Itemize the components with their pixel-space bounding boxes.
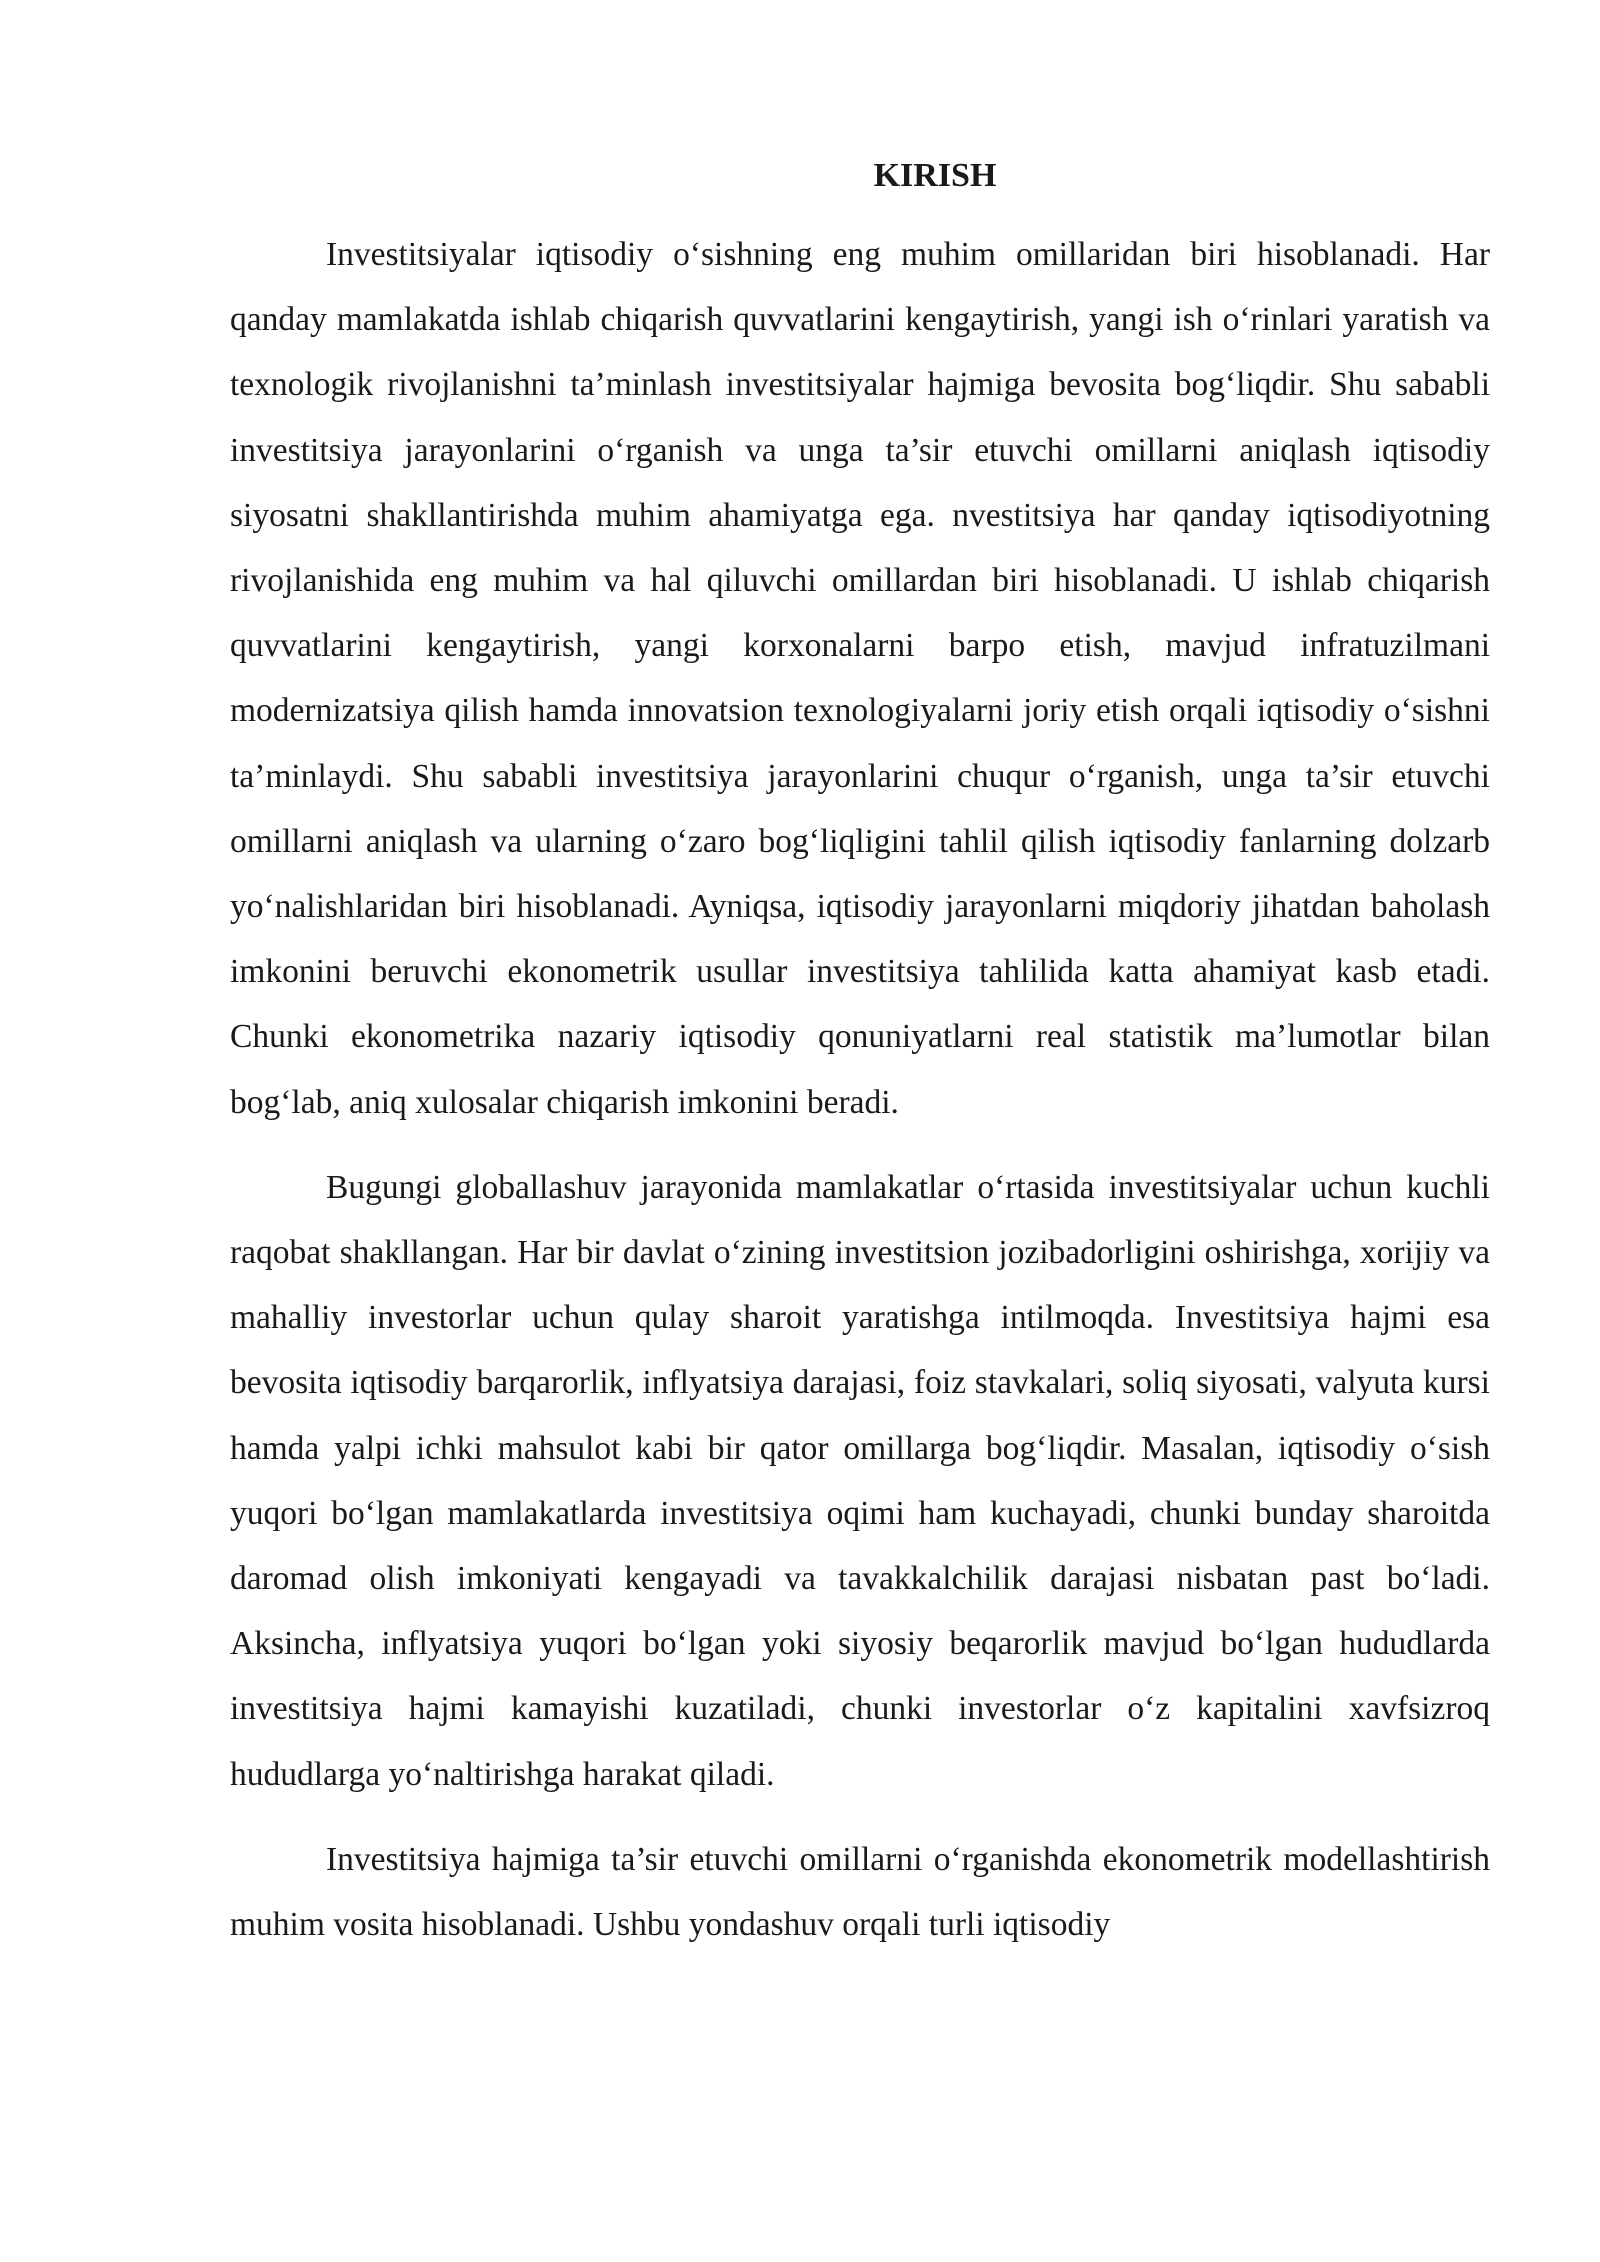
document-body [230, 150, 1490, 1977]
page-title: KIRISH [873, 157, 997, 194]
paragraph-3: Investitsiya hajmiga ta’sir etuvchi omillarni o‘rganishda ekonometrik modellashtirish muhim vosita hisoblanadi. Ushbu yondashuv orqali turli iqtisodiy [230, 1840, 1490, 1944]
paragraph-1: Investitsiyalar iqtisodiy o‘sishning eng muhim omillaridan biri hisoblanadi. Har qanday mamlakatda ishlab chiqarish quvvatlarini kengaytirish, yangi ish o‘rinlari yaratish va texnologik rivojlanishni ta’minlash investitsiyalar hajmiga bevosita bog‘liqdir. Shu sababli investitsiya jarayonlarini o‘rganish va unga ta’sir etuvchi omillarni aniqlash iqtisodiy siyosatni shakllantirishda muhim ahamiyatga ega. nvestitsiya har qanday iqtisodiyotning rivojlanishida eng muhim va hal qiluvchi omillardan biri hisoblanadi. U ishlab chiqarish quvvatlarini kengaytirish, yangi korxonalarni barpo etish, mavjud infratuzilmani modernizatsiya qilish hamda innovatsion texnologiyalarni joriy etish orqali iqtisodiy o‘sishni ta’minlaydi. Shu sababli investitsiya jarayonlarini chuqur o‘rganish, unga ta’sir etuvchi omillarni aniqlash va ularning o‘zaro bog‘liqligini tahlil qilish iqtisodiy fanlarning dolzarb yo‘nalishlaridan biri hisoblanadi. Ayniqsa, iqtisodiy jarayonlarni miqdoriy jihatdan baholash imkonini beruvchi ekonometrik usullar investitsiya tahlilida katta ahamiyat kasb etadi. Chunki ekonometrika nazariy iqtisodiy qonuniyatlarni real statistik ma’lumotlar bilan bog‘lab, aniq xulosalar chiqarish imkonini beradi. [230, 236, 1490, 1121]
paragraph-2: Bugungi globallashuv jarayonida mamlakatlar o‘rtasida investitsiyalar uchun kuchli raqobat shakllangan. Har bir davlat o‘zining investitsion jozibadorligini oshirishga, xorijiy va mahalliy investorlar uchun qulay sharoit yaratishga intilmoqda. Investitsiya hajmi esa bevosita iqtisodiy barqarorlik, inflyatsiya darajasi, foiz stavkalari, soliq siyosati, valyuta kursi hamda yalpi ichki mahsulot kabi bir qator omillarga bog‘liqdir. Masalan, iqtisodiy o‘sish yuqori bo‘lgan mamlakatlarda investitsiya oqimi ham kuchayadi, chunki bunday sharoitda daromad olish imkoniyati kengayadi va tavakkalchilik darajasi nisbatan past bo‘ladi. Aksincha, inflyatsiya yuqori bo‘lgan yoki siyosiy beqarorlik mavjud bo‘lgan hududlarda investitsiya hajmi kamayishi kuzatiladi, chunki investorlar o‘z kapitalini xavfsizroq hududlarga yo‘naltirishga harakat qiladi. [230, 1168, 1490, 1793]
